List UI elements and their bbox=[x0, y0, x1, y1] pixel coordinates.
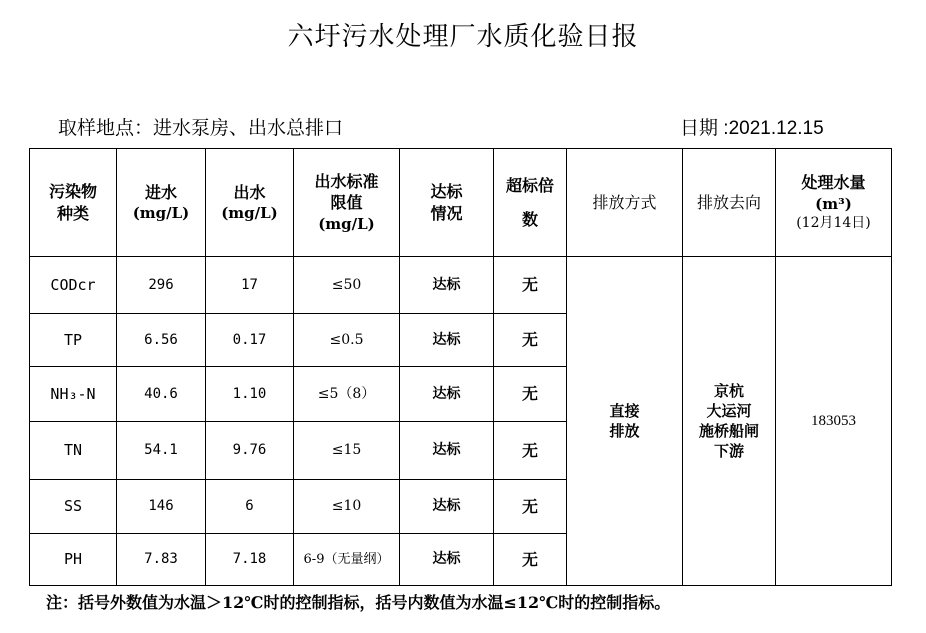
header-outflow-line1: 出水 bbox=[233, 182, 266, 202]
limit-value: ≤10 bbox=[294, 480, 400, 534]
report-date bbox=[680, 113, 824, 140]
compliance-status: 达标 bbox=[400, 422, 494, 480]
header-outflow-unit: (mg/L) bbox=[221, 204, 278, 223]
footnote: 注：括号外数值为水温＞12℃时的控制指标，括号内数值为水温≤12℃时的控制指标。 bbox=[46, 593, 671, 612]
limit-value: ≤0.5 bbox=[294, 314, 400, 367]
compliance-status: 达标 bbox=[400, 480, 494, 534]
header-discharge-dest: 排放去向 bbox=[683, 149, 776, 257]
header-volume bbox=[776, 149, 892, 257]
outflow-value: 6 bbox=[206, 480, 294, 534]
outflow-value: 17 bbox=[206, 257, 294, 314]
date-label: 日期 bbox=[680, 117, 719, 139]
header-inflow-unit: (mg/L) bbox=[132, 204, 190, 223]
header-exceed-line1: 超标倍 bbox=[505, 175, 554, 195]
header-volume-line1: 处理水量 bbox=[801, 173, 866, 193]
inflow-value: 146 bbox=[117, 480, 206, 534]
treated-volume: 183053 bbox=[776, 257, 892, 586]
pollutant-name: PH bbox=[30, 534, 117, 586]
header-limit-unit: (mg/L) bbox=[318, 214, 375, 233]
pollutant-name: NH₃-N bbox=[30, 367, 117, 422]
header-limit-line2: 限值 bbox=[330, 193, 363, 213]
compliance-status: 达标 bbox=[400, 367, 494, 422]
exceed-value: 无 bbox=[494, 534, 567, 586]
inflow-value: 6.56 bbox=[117, 314, 206, 367]
exceed-value: 无 bbox=[494, 480, 567, 534]
pollutant-name: TP bbox=[30, 314, 117, 367]
inflow-value: 7.83 bbox=[117, 534, 206, 586]
header-pollutant-line2: 种类 bbox=[56, 203, 89, 223]
header-exceed bbox=[494, 149, 567, 257]
discharge-method-line1: 直接 bbox=[609, 401, 640, 420]
header-limit bbox=[294, 149, 400, 257]
compliance-status: 达标 bbox=[400, 534, 494, 586]
header-pollutant-line1: 污染物 bbox=[48, 181, 97, 201]
exceed-value: 无 bbox=[494, 367, 567, 422]
header-discharge-method: 排放方式 bbox=[567, 149, 683, 257]
sampling-location: 取样地点：进水泵房、出水总排口 bbox=[58, 117, 344, 139]
exceed-value: 无 bbox=[494, 314, 567, 367]
table-row bbox=[30, 257, 892, 314]
date-value: 2021.12.15 bbox=[728, 118, 824, 139]
outflow-value: 0.17 bbox=[206, 314, 294, 367]
header-compliance bbox=[400, 149, 494, 257]
pollutant-name: TN bbox=[30, 422, 117, 480]
discharge-dest-line1: 京杭 bbox=[713, 381, 744, 400]
limit-value: ≤50 bbox=[294, 257, 400, 314]
report-title: 六圩污水处理厂水质化验日报 bbox=[287, 22, 639, 52]
pollutant-name: SS bbox=[30, 480, 117, 534]
limit-value: ≤5（8） bbox=[294, 367, 400, 422]
header-volume-date: (12月14日) bbox=[796, 214, 871, 231]
header-outflow bbox=[206, 149, 294, 257]
header-pollutant bbox=[30, 149, 117, 257]
header-compliance-line1: 达标 bbox=[430, 181, 463, 201]
outflow-value: 7.18 bbox=[206, 534, 294, 586]
compliance-status: 达标 bbox=[400, 257, 494, 314]
pollutant-name: CODcr bbox=[30, 257, 117, 314]
header-limit-line1: 出水标准 bbox=[314, 171, 379, 191]
discharge-dest-line4: 下游 bbox=[713, 442, 744, 461]
inflow-value: 296 bbox=[117, 257, 206, 314]
header-volume-unit: (m³) bbox=[815, 194, 852, 213]
water-quality-table bbox=[29, 148, 892, 586]
outflow-value: 9.76 bbox=[206, 422, 294, 480]
outflow-value: 1.10 bbox=[206, 367, 294, 422]
discharge-dest-line2: 大运河 bbox=[706, 401, 752, 420]
header-row bbox=[30, 149, 892, 257]
exceed-value: 无 bbox=[494, 257, 567, 314]
discharge-method-line2: 排放 bbox=[609, 422, 640, 440]
exceed-value: 无 bbox=[494, 422, 567, 480]
limit-value: 6-9（无量纲） bbox=[294, 534, 400, 586]
header-inflow bbox=[117, 149, 206, 257]
date-separator: : bbox=[718, 118, 729, 139]
limit-value: ≤15 bbox=[294, 422, 400, 480]
discharge-dest-line3: 施桥船闸 bbox=[698, 422, 759, 440]
header-exceed-line2: 数 bbox=[521, 209, 538, 229]
inflow-value: 54.1 bbox=[117, 422, 206, 480]
header-inflow-line1: 进水 bbox=[144, 182, 177, 202]
header-compliance-line2: 情况 bbox=[430, 203, 463, 223]
discharge-destination bbox=[683, 257, 776, 586]
discharge-method bbox=[567, 257, 683, 586]
compliance-status: 达标 bbox=[400, 314, 494, 367]
inflow-value: 40.6 bbox=[117, 367, 206, 422]
